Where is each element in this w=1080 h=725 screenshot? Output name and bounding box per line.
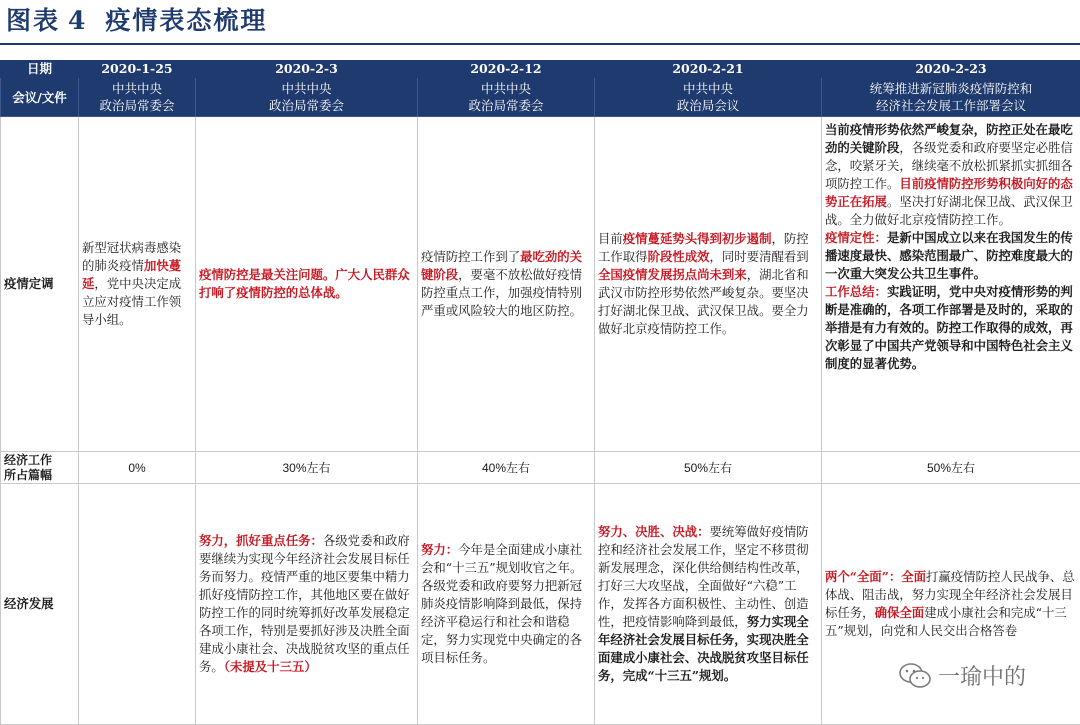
epidemic-cell: 新型冠状病毒感染的肺炎疫情加快蔓延，党中央决定成立应对疫情工作领导小组。 (79, 117, 196, 452)
wechat-icon (898, 662, 932, 690)
epidemic-tone-row (1, 117, 1080, 452)
watermark (898, 660, 1026, 691)
row-label-date: 日期 (1, 61, 79, 78)
meeting-cell: 中共中央 政治局常委会 (79, 78, 196, 117)
epidemic-cell: 当前疫情形势依然严峻复杂，防控正处在最吃劲的关键阶段，各级党委和政府要坚定必胜信念，咬紧牙关，继续毫不放松抓紧抓实抓细各项防控工作。目前疫情防控形势积极向好的态势正在拓展。坚决打好湖北保卫战、武汉保卫战。全力做好北京疫情防控工作。 疫情定性：是新中国成立以来在我国发生的传播速度最快、感染范围最广、防控难度最大的一次重大突发公共卫生事件。 工作总结：实践证明，党中央对疫情形势的判断是准确的，各项工作部署是及时的，采取的举措是有力有效的。防控工作取得的成效，再次彰显了中国共产党领导和中国特色社会主义制度的显著优势。 (822, 117, 1080, 452)
date-row (1, 61, 1080, 78)
figure-caption: 疫情表态梳理 (105, 6, 267, 35)
meeting-cell: 统筹推进新冠肺炎疫情防控和 经济社会发展工作部署会议 (822, 78, 1080, 117)
meeting-cell: 中共中央 政治局常委会 (196, 78, 418, 117)
title-rule (0, 43, 1080, 45)
economy-cell: 两个“全面”：全面打赢疫情防控人民战争、总体战、阻击战，努力实现全年经济社会发展目标任务，确保全面建成小康社会和完成“十三五”规划，向党和人民交出合格答卷 (822, 484, 1080, 725)
row-label-meeting: 会议/文件 (1, 78, 79, 117)
meeting-cell: 中共中央 政治局会议 (595, 78, 822, 117)
watermark-text: 一瑜中的 (938, 660, 1026, 691)
share-cell: 0% (79, 452, 196, 484)
figure-label: 图表 (6, 6, 60, 35)
epidemic-cell: 目前疫情蔓延势头得到初步遏制，防控工作取得阶段性成效，同时要清醒看到全国疫情发展拐点尚未到来，湖北省和武汉市防控形势依然严峻复杂。要坚决打好湖北保卫战、武汉保卫战。要全力做好北京疫情防控工作。 (595, 117, 822, 452)
economy-share-row (1, 452, 1080, 484)
date-cell: 2020-1-25 (79, 61, 196, 78)
share-cell: 50%左右 (822, 452, 1080, 484)
share-cell: 40%左右 (418, 452, 595, 484)
row-label-economy: 经济发展 (1, 484, 79, 725)
economy-cell: 努力：今年是全面建成小康社会和“十三五”规划收官之年。各级党委和政府要努力把新冠肺炎疫情影响降到最低，保持经济平稳运行和社会和谐稳定，努力实现党中央确定的各项目标任务。 (418, 484, 595, 725)
meeting-row (1, 78, 1080, 117)
economy-cell (79, 484, 196, 725)
row-label-share: 经济工作 所占篇幅 (1, 452, 79, 484)
date-cell: 2020-2-21 (595, 61, 822, 78)
row-label-epidemic: 疫情定调 (1, 117, 79, 452)
figure-number: 4 (68, 6, 87, 35)
meeting-cell: 中共中央 政治局常委会 (418, 78, 595, 117)
share-cell: 50%左右 (595, 452, 822, 484)
date-cell: 2020-2-3 (196, 61, 418, 78)
figure-title (6, 4, 267, 38)
share-cell: 30%左右 (196, 452, 418, 484)
epidemic-cell: 疫情防控是最关注问题。广大人民群众打响了疫情防控的总体战。 (196, 117, 418, 452)
economy-cell: 努力、决胜、决战：要统筹做好疫情防控和经济社会发展工作，坚定不移贯彻新发展理念，深化供给侧结构性改革，打好三大攻坚战，全面做好“六稳”工作，发挥各方面积极性、主动性、创造性，把疫情影响降到最低，努力实现全年经济社会发展目标任务，实现决胜全面建成小康社会、决战脱贫攻坚目标任务，完成“十三五”规划。 (595, 484, 822, 725)
economy-cell: 努力，抓好重点任务：各级党委和政府要继续为实现今年经济社会发展目标任务而努力。疫情严重的地区要集中精力抓好疫情防控工作，其他地区要在做好防控工作的同时统筹抓好改革发展稳定各项工作，特别是要抓好涉及决胜全面建成小康社会、决战脱贫攻坚的重点任务。（未提及十三五） (196, 484, 418, 725)
date-cell: 2020-2-12 (418, 61, 595, 78)
epidemic-cell: 疫情防控工作到了最吃劲的关键阶段，要毫不放松做好疫情防控重点工作，加强疫情特别严重或风险较大的地区防控。 (418, 117, 595, 452)
date-cell: 2020-2-23 (822, 61, 1080, 78)
statement-table (0, 60, 1080, 725)
